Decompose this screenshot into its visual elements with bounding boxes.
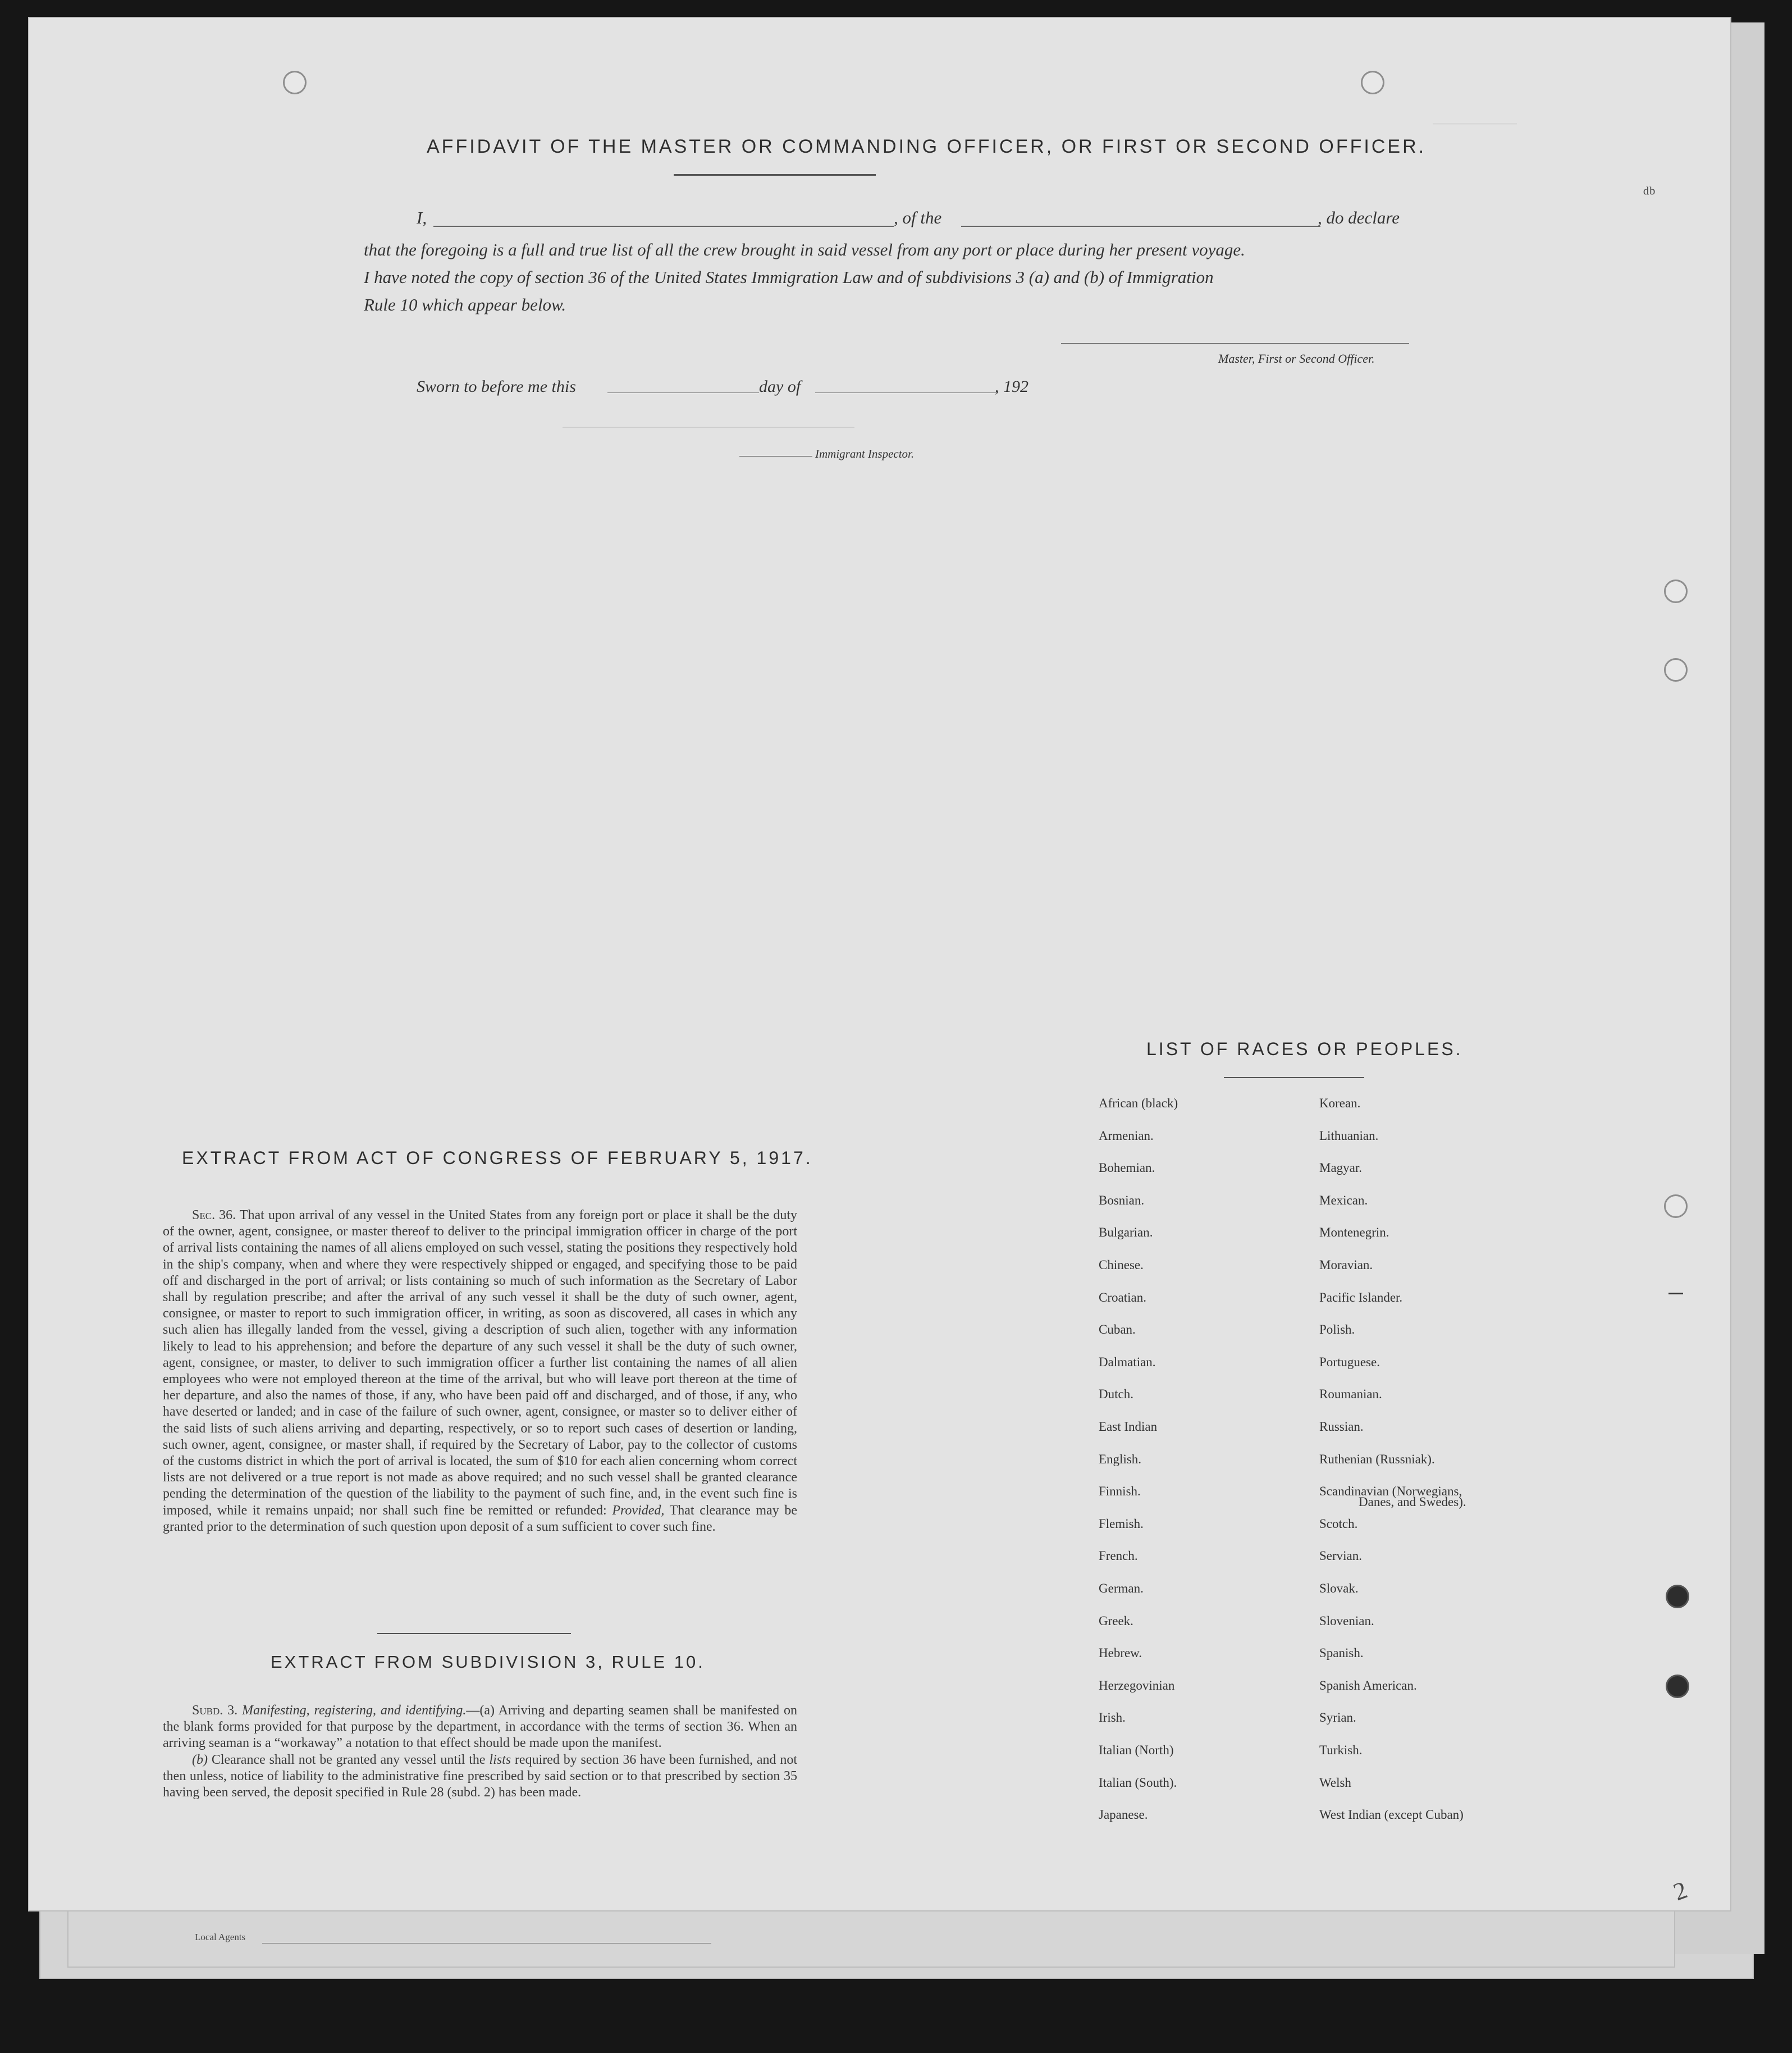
part-a-label: —(a) [466, 1703, 495, 1718]
race-item: Slovak. [1319, 1581, 1359, 1595]
punch-hole-dark [1666, 1585, 1689, 1608]
race-item: Korean. [1319, 1096, 1361, 1110]
race-item: Bohemian. [1099, 1161, 1155, 1175]
race-item: Flemish. [1099, 1516, 1144, 1531]
act-extract-title: EXTRACT FROM ACT OF CONGRESS OF FEBRUARY 5, 1917. [182, 1148, 813, 1168]
part-b-paragraph [163, 1752, 797, 1801]
vessel-name-line[interactable] [961, 226, 1320, 227]
handwritten-mark: 2 [1670, 1876, 1691, 1906]
race-item: Portuguese. [1319, 1354, 1380, 1369]
race-item: Magyar. [1319, 1161, 1363, 1175]
race-item: Ruthenian (Russniak). [1319, 1452, 1435, 1466]
subd-label: Subd. 3. [192, 1703, 238, 1718]
race-item: Spanish. [1319, 1646, 1364, 1660]
punch-hole [1664, 658, 1688, 682]
part-b-text-1: Clearance shall not be granted any vessel until the [211, 1752, 486, 1767]
part-b-text-2: required by section 36 have been furnished, and not then unless, notice of liability to the administrative fine prescribed by said section or to that prescribed by section 35 having been served, the deposit specified in Rule 28 (subd. 2) has been made. [163, 1752, 798, 1800]
race-item: Bulgarian. [1099, 1225, 1153, 1240]
race-item: Montenegrin. [1319, 1225, 1389, 1240]
race-item: Dalmatian. [1099, 1354, 1156, 1369]
affidavit-line-3: I have noted the copy of section 36 of the United States Immigration Law and of subdivisions 3 (a) and (b) of Immigration [364, 267, 1214, 287]
declarant-name-line[interactable] [433, 226, 894, 227]
race-item: East Indian [1099, 1420, 1158, 1434]
rule-extract-title: EXTRACT FROM SUBDIVISION 3, RULE 10. [271, 1652, 705, 1672]
race-item: Syrian. [1319, 1710, 1356, 1725]
master-label: Master, First or Second Officer. [1218, 352, 1375, 366]
race-item: Chinese. [1099, 1258, 1144, 1272]
race-item: African (black) [1099, 1096, 1178, 1110]
affidavit-line-2: that the foregoing is a full and true list of all the crew brought in said vessel from any port or place during her present voyage. [364, 240, 1245, 259]
section-36-tail: That clearance may be granted prior to the determination of such question upon deposit of a sum sufficient to cover such fine. [163, 1503, 798, 1534]
race-item: Croatian. [1099, 1290, 1146, 1304]
race-item: Herzegovinian [1099, 1678, 1175, 1692]
race-item: Hebrew. [1099, 1646, 1142, 1660]
races-title-underline [1224, 1077, 1364, 1078]
race-item: Scandinavian (Norwegians, [1319, 1484, 1462, 1499]
affidavit-title: AFFIDAVIT OF THE MASTER OR COMMANDING OFFICER, OR FIRST OR SECOND OFFICER. [427, 136, 1427, 157]
master-signature-line[interactable] [1061, 343, 1409, 344]
race-item: Roumanian. [1319, 1387, 1382, 1402]
race-item: Pacific Islander. [1319, 1290, 1403, 1304]
day-of-label: day of [759, 377, 801, 396]
race-item: Italian (North) [1099, 1743, 1174, 1757]
margin-dash [1668, 1293, 1683, 1294]
declarant-label: I, [417, 208, 427, 227]
race-item: Japanese. [1099, 1808, 1148, 1822]
vessel-of-label: , of the [894, 208, 942, 227]
part-b-lists-word: lists [489, 1752, 511, 1767]
punch-hole-dark [1666, 1675, 1689, 1698]
race-item: Spanish American. [1319, 1678, 1417, 1692]
race-item: Bosnian. [1099, 1193, 1145, 1207]
form-page [28, 17, 1731, 1911]
punch-hole [283, 71, 307, 94]
section-36-text [163, 1207, 797, 1535]
provided-word: Provided, [612, 1503, 665, 1518]
race-item: West Indian (except Cuban) [1319, 1808, 1464, 1822]
race-item: Cuban. [1099, 1322, 1136, 1337]
part-a-paragraph [163, 1703, 797, 1752]
race-item: Servian. [1319, 1549, 1363, 1563]
race-item: Turkish. [1319, 1743, 1363, 1757]
race-item: Greek. [1099, 1613, 1133, 1628]
race-item: Welsh [1319, 1775, 1351, 1790]
punch-hole [1664, 580, 1688, 603]
punch-hole [1664, 1194, 1688, 1218]
race-item: German. [1099, 1581, 1144, 1595]
part-a-text: Arriving and departing seamen shall be manifested on the blank forms provided for that purpose by the department, in accordance with the terms of section 36. When an arriving seaman is a “workaway” a notation to that effect should be made upon the manifest. [163, 1703, 797, 1751]
race-item: Russian. [1319, 1420, 1364, 1434]
section-36-body: That upon arrival of any vessel in the United States from any foreign port or place it shall be the duty of the owner, agent, consignee, or master thereof to deliver to the principal immigration officer in charge of the port of arrival lists containing the names of all aliens employed on such vessel, stating the positions they respectively hold in the ship's company, when and where they were respectively shipped or engaged, and specifying those to be paid off and discharged in the port of arrival; or lists containing so much of such information as the Secretary of Labor shall by regulation prescribe; and after the arrival of any such vessel it shall be the duty of such owner, agent, consignee, or master to report to such immigration officer, in writing, as soon as discovered, all cases in which any such alien has illegally landed from the vessel, giving a description of such alien, together with any information likely to lead to his apprehension; and before the departure of any such vessel it shall be the duty of such owner, agent, consignee, or master, to deliver to such immigration officer a further list containing the names of all alien employees who were not employed thereon at the time of the arrival, but who will leave port thereon at the time of her departure, and also the names of those, if any, who have been paid off and discharged, and of those, if any, who have deserted or landed; and in case of the failure of such owner, agent, consignee, or master so to deliver either of the said lists of such aliens arriving and departing, respectively, or so to report such cases of desertion or landing, such owner, agent, consignee, or master shall, if required by the Secretary of Labor, pay to the collector of customs of the customs district in which the port of arrival is located, the sum of $10 for each alien concerning whom correct lists are not delivered or a true report is not made as above required; and no such vessel shall be granted clearance pending the determination of the question of the liability to the payment of such fine, and, in the event such fine is imposed, while it remains unpaid; nor shall such fine be remitted or refunded: [163, 1208, 797, 1518]
bleed-through-mark: ――――― [1433, 113, 1517, 132]
races-title: LIST OF RACES OR PEOPLES. [1146, 1039, 1463, 1059]
section-36-label: Sec. 36. [192, 1208, 236, 1222]
sworn-label: Sworn to before me this [417, 377, 576, 396]
local-agents-label: Local Agents [195, 1932, 246, 1942]
race-item: Armenian. [1099, 1128, 1154, 1143]
title-underline [674, 174, 876, 176]
race-item: Lithuanian. [1319, 1128, 1379, 1143]
race-item: Dutch. [1099, 1387, 1133, 1402]
margin-mark: ᵈᵇ [1643, 184, 1656, 204]
race-item: Moravian. [1319, 1258, 1373, 1272]
inspector-label: Immigrant Inspector. [815, 447, 915, 460]
subd-heading: Manifesting, registering, and identifying. [242, 1703, 467, 1718]
punch-hole [1361, 71, 1384, 94]
declare-label: , do declare [1318, 208, 1400, 227]
affidavit-line-4: Rule 10 which appear below. [364, 295, 566, 314]
race-item: English. [1099, 1452, 1142, 1466]
sworn-year-label: , 192 [995, 377, 1028, 396]
race-item: Italian (South). [1099, 1775, 1177, 1790]
race-item: Polish. [1319, 1322, 1355, 1337]
race-item: Mexican. [1319, 1193, 1368, 1207]
section-divider [377, 1633, 571, 1634]
race-item: Finnish. [1099, 1484, 1141, 1499]
part-b-label: (b) [192, 1752, 208, 1767]
race-scandinavian-continued: Danes, and Swedes). [1359, 1495, 1466, 1509]
affidavit-body [364, 236, 1436, 318]
rule-10-text [163, 1703, 797, 1801]
race-item: Scotch. [1319, 1516, 1358, 1531]
race-item: Slovenian. [1319, 1613, 1374, 1628]
race-item: French. [1099, 1549, 1138, 1563]
race-item: Irish. [1099, 1710, 1126, 1725]
inspector-label-line [739, 456, 812, 457]
